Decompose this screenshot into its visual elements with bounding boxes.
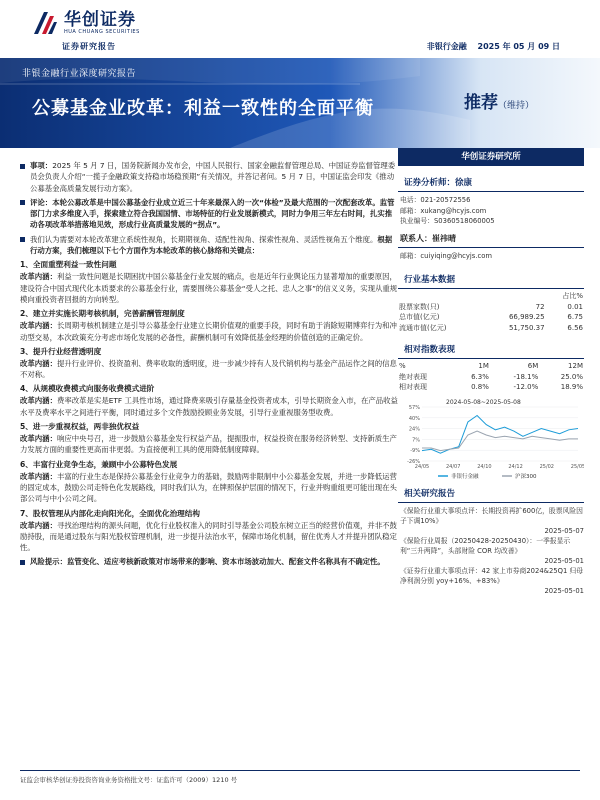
section-heading: 2、建立并实施长期考核机制，完善薪酬管理制度 [20, 309, 185, 319]
header-cell: 12M [568, 362, 583, 370]
section-text: 费率改革是实是ETF 工具性市场，通过降费来吸引存量基金投资者成本，引导长期资金入市，在产品收益水平及费率水平之间进行平衡，同时通过多个文件鼓励投顾业务发展，引导行业重视服务型收费。 [20, 396, 398, 417]
section-text: 长周期考核机制建立是引导公募基金行业建立长期价值观的重要手段，同时有助于消除短期博弈行为和冲动型交易，本次政策充分考虑市场化发展的必备性，薪酬机制可有效降低基金经理的价值创造的正确定价。 [20, 321, 397, 342]
section-1 [20, 259, 398, 305]
section-label: 改革内涵： [20, 520, 57, 530]
event-text: 2025 年 5 月 7 日，国务院新闻办发布会，中国人民银行、国家金融监督管理总局、中国证券监督管理委员会负责人介绍“一揽子金融政策支持稳市场稳预期”有关情况，并答记者问。5 月 7 日，中国证监会印发《推动公募基金高质量发展行动方案》。 [30, 161, 396, 193]
section-body [20, 433, 398, 456]
row-pct: 6.75 [567, 313, 583, 321]
logo-english-name: HUA CHUANG SECURITIES [64, 29, 140, 35]
section-label: 改革内涵： [20, 272, 57, 282]
section-6 [20, 459, 398, 505]
related-report-date: 2025-05-01 [544, 586, 584, 595]
review-paragraph [20, 197, 398, 231]
row-pct: 6.56 [567, 323, 583, 332]
section-label: 改革内涵： [20, 434, 57, 444]
section-heading: 4、从规模收费模式向服务收费模式进阶 [20, 384, 155, 394]
x-tick-label: 24/12 [508, 463, 523, 470]
review-label: 评论： [30, 197, 53, 207]
table-row [398, 302, 584, 313]
risk-label: 风险提示： [30, 557, 67, 567]
report-category: 非银金融行业深度研究报告 [22, 69, 137, 79]
trend-chart [398, 397, 584, 483]
section-label: 改革内涵： [20, 358, 57, 368]
cell-12m: 25.0% [560, 372, 583, 381]
basic-data-table [398, 291, 584, 333]
rating [464, 88, 534, 113]
title-banner [0, 58, 600, 148]
trend-chart-svg [398, 397, 584, 483]
table-row [398, 312, 584, 323]
y-tick-label: 40% [408, 415, 420, 422]
section-body [20, 471, 398, 505]
row-label: 相对表现 [399, 383, 427, 391]
section-label: 改革内涵： [20, 321, 57, 331]
row-pct: 0.01 [567, 302, 583, 311]
cell-1m: 0.8% [471, 383, 489, 391]
intro-text: 我们认为需要对本轮改革建立系统性视角，长期期视角、适配性视角、探索性视角、灵活性视角五个维度。 [30, 234, 378, 244]
series-line-1 [422, 415, 578, 453]
y-tick-label: -26% [407, 458, 420, 465]
x-tick-label: 24/07 [445, 463, 461, 470]
sector-label: 非银行金融 [426, 42, 467, 51]
logo-chinese-name: 华创证券 [64, 10, 136, 30]
section-heading: 7、股权管理从内部化走向阳光化，全面优化治理结构 [20, 508, 200, 518]
x-tick-label: 25/02 [539, 463, 555, 470]
related-report-link[interactable]: 《保险行业重大事项点评：长期投资再扩600亿，股票风险因子下调10%》 [400, 506, 583, 525]
row-value: 72 [535, 302, 545, 311]
header-cell: 1M [478, 362, 489, 370]
table-header-row [398, 361, 584, 372]
analyst-title: 证券分析师：徐康 [404, 178, 473, 188]
y-tick-label: -9% [410, 447, 420, 454]
rating-value: 推荐 [463, 93, 498, 113]
section-text: 响应中央号召，进一步鼓励公募基金发行权益产品，提振股市，权益投资在服务经济转型、支持新质生产力发展方面的重要性更高而非更弱。为直接便利工具的使用降低制度障碍。 [20, 434, 397, 455]
divider [398, 247, 584, 248]
section-label: 改革内涵： [20, 396, 57, 406]
section-3 [20, 346, 398, 381]
section-body [20, 520, 398, 554]
chart-title: 2024-05-08~2025-05-08 [446, 398, 521, 406]
section-heading: 6、丰富行业竞争生态，兼顾中小公募特色发展 [20, 459, 178, 469]
contact-email[interactable]: 邮箱：cuiyiqing@hcyjs.com [400, 251, 493, 260]
divider [398, 502, 584, 503]
contact-title: 联系人：崔祎晴 [400, 233, 456, 243]
section-7 [20, 508, 398, 554]
performance-table [398, 361, 584, 393]
pct-header: 占比% [562, 292, 583, 300]
header-meta [419, 41, 560, 52]
risk-paragraph [20, 556, 398, 567]
company-logo [32, 8, 162, 38]
section-heading: 5、进一步重视权益，两非独优权益 [20, 422, 140, 432]
row-label: 绝对表现 [399, 372, 427, 381]
divider [398, 358, 584, 359]
performance-title: 相对指数表现 [404, 345, 456, 355]
table-header-row [398, 291, 584, 302]
section-2 [20, 308, 398, 343]
cell-12m: 18.9% [560, 383, 583, 391]
y-tick-label: 7% [412, 436, 420, 443]
x-tick-label: 25/05 [570, 463, 584, 470]
table-row [398, 372, 584, 383]
related-report-date: 2025-05-07 [544, 526, 584, 535]
main-content [20, 160, 398, 568]
section-body [20, 358, 398, 381]
row-label: 流通市值(亿元) [399, 323, 447, 332]
row-label: 股票家数(只) [399, 302, 440, 311]
intro-bold-text: 根据行动方案，我们梳理以下七个方面作为本轮改革的核心脉络和关键点： [30, 234, 393, 256]
section-heading: 3、提升行业经营透明度 [20, 346, 102, 356]
legend-label: 沪深300 [515, 473, 537, 480]
divider [398, 288, 584, 289]
section-text: 寻找治理结构的源头问题，优化行业股权准入的同时引导基金公司股东树立正当的经营价值观，并非不鼓励持股，而是通过股东与阳光股权管理机制，进一步提升法治水平，保障市场化机制，留住优秀人才并提升团队稳定性。 [20, 520, 397, 553]
section-4 [20, 383, 398, 418]
section-text: 丰富的行业生态是保持公募基金行业竞争力的基础，鼓励两非限制中小公募基金发展，并进一步降低运营的固定成本，鼓励公司走特色化发展路线，同时我们认为，在牌照保护层面的情况下，行业并购重组更可能出现在头部公司与中小公司之间。 [20, 471, 397, 504]
sidebar [398, 148, 584, 596]
related-report-date: 2025-05-01 [544, 556, 584, 565]
x-tick-label: 24/05 [414, 463, 430, 470]
table-row [398, 323, 584, 334]
section-label: 改革内涵： [20, 471, 57, 481]
review-text: 本轮公募改革是中国公募基金行业成立近三十年来最深入的一次“体检”及最大范围的一次配套改革。监管部门力求多维度入手，探索建立符合我国国情、市场特征的行业发展新模式，同时力争用三年左右时间，扎实推动各项改革举措落地见效，形成行业高质量发展的“拐点”。 [30, 197, 395, 230]
header-cell: % [399, 362, 406, 370]
related-reports-list [398, 506, 584, 596]
row-value: 51,750.37 [508, 323, 545, 332]
footer-note: 证监会审核华创证券投资咨询业务资格批文号：证监许可（2009）1210 号 [20, 770, 580, 784]
cell-1m: 6.3% [471, 372, 489, 381]
section-text: 提升行业评价、投资盈利、费率收取的透明度，进一步减少持有人及代销机构与基金产品运作之间的信息不对称。 [20, 358, 397, 380]
x-tick-label: 24/10 [477, 463, 492, 470]
divider [398, 191, 584, 192]
analyst-phone: 电话：021-20572556 [400, 196, 471, 204]
table-row [398, 382, 584, 393]
series-line-2 [422, 431, 578, 451]
event-paragraph [20, 160, 398, 194]
y-tick-label: 57% [408, 404, 420, 411]
risk-text: 监管变化、适应考核新政策对市场带来的影响、资本市场波动加大、配套文件名称具有不确定性。 [66, 557, 385, 567]
rating-note: （维持） [497, 101, 534, 111]
section-body [20, 271, 398, 305]
section-heading: 1、全面重塑利益一致性问题 [20, 260, 117, 270]
cell-6m: -18.1% [513, 372, 539, 381]
document-type: 证券研究报告 [62, 42, 116, 51]
section-5 [20, 421, 398, 456]
event-label: 事项： [30, 161, 53, 170]
basic-data-title: 行业基本数据 [404, 275, 456, 285]
related-report-link[interactable]: 《证券行业重大事项点评：42 家上市券商2024&25Q1 归母净利润分别 yoy+16%、+83%》 [400, 566, 584, 585]
y-tick-label: 24% [408, 426, 420, 433]
analyst-cert: 执业编号：S0360518060005 [400, 217, 495, 225]
section-body [20, 320, 398, 343]
report-date: 2025 年 05 月 09 日 [477, 42, 560, 51]
header-cell: 6M [527, 362, 539, 370]
report-title: 公募基金业改革：利益一致性的全面平衡 [32, 98, 374, 119]
row-value: 66,989.25 [508, 313, 545, 321]
intro-paragraph [20, 234, 398, 257]
analyst-email[interactable]: 邮箱：xukang@hcyjs.com [400, 206, 487, 215]
row-label: 总市值(亿元) [399, 313, 440, 321]
logo-mark-icon [32, 10, 58, 36]
institute-bar: 华创证券研究所 [398, 148, 584, 166]
section-text: 利益一致性问题是长期困扰中国公募基金行业发展的痛点，也是近年行业舆论压力显著增加的重要原因，建设符合中国式现代化本质要求的公募基金行业，需要围绕公募基金“受人之托、忠人之事”的信义义务，实现从重规模向重投资者回报的方向转型。 [20, 272, 398, 304]
related-report-link[interactable]: 《保险行业周报（20250428-20250430）：一季报显示利“三升两降”，头部财险 COR 均改善》 [400, 536, 571, 555]
legend-label: 非银行金融 [451, 473, 479, 480]
section-body [20, 395, 398, 418]
cell-6m: -12.0% [513, 383, 539, 391]
related-reports-title: 相关研究报告 [404, 488, 456, 499]
